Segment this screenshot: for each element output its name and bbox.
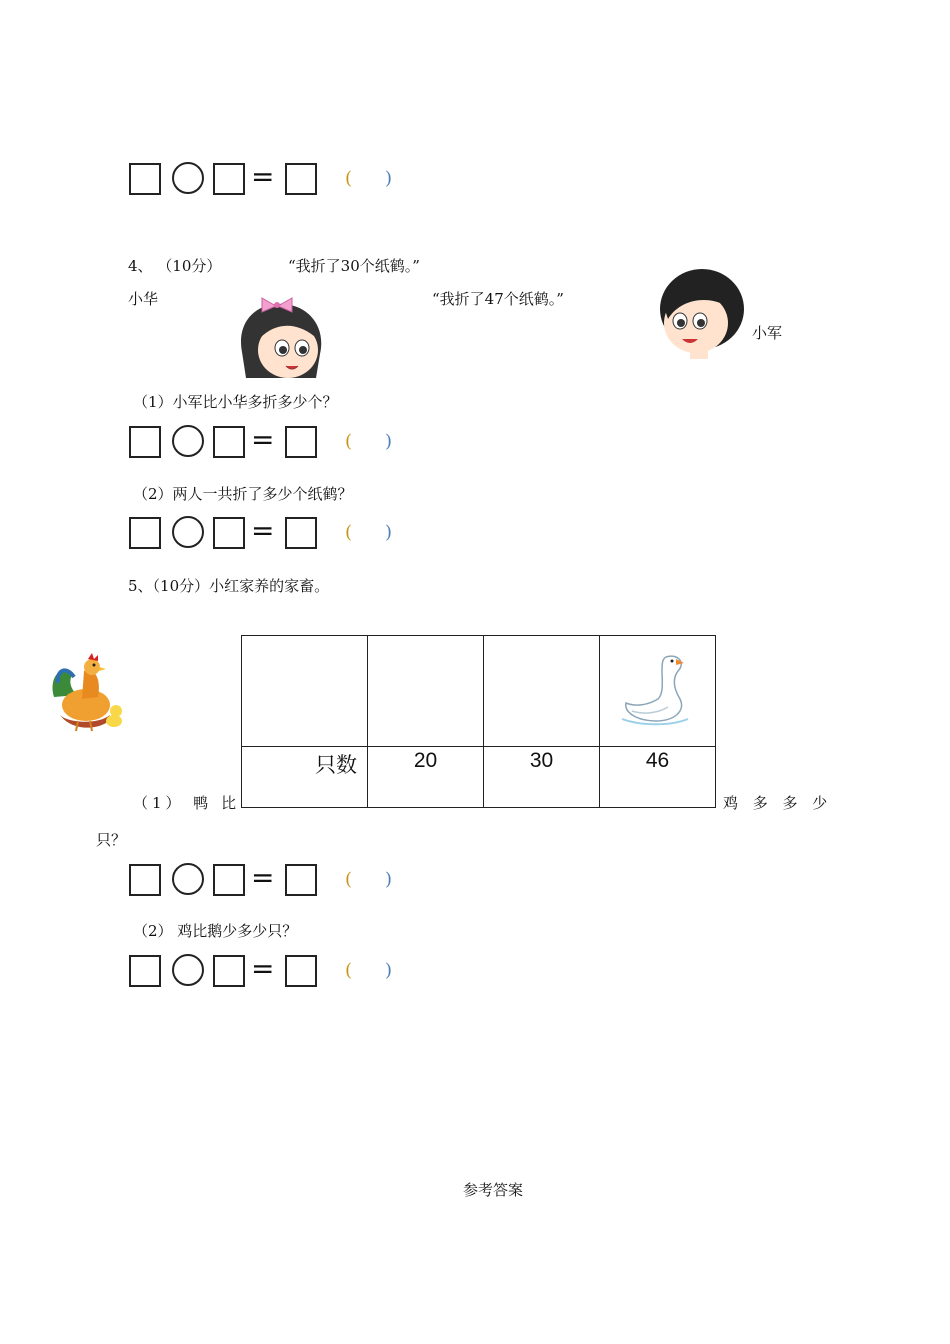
q5-header: 5、（10分）小红家养的家畜。 — [128, 577, 330, 595]
table-cell — [242, 636, 368, 747]
answer-box[interactable] — [213, 864, 245, 896]
operator-circle[interactable] — [172, 954, 204, 986]
paren-right: ) — [385, 168, 393, 189]
answer-box[interactable] — [129, 517, 161, 549]
q5-sub1-right: 鸡 多 多 少 — [723, 794, 833, 812]
table-cell: 20 — [368, 747, 484, 808]
operator-circle[interactable] — [172, 516, 204, 548]
operator-circle[interactable] — [172, 863, 204, 895]
operator-circle[interactable] — [172, 162, 204, 194]
result-box[interactable] — [285, 955, 317, 987]
q4-sub1: （1）小军比小华多折多少个？ — [133, 393, 338, 411]
boy-face-icon — [654, 267, 746, 359]
paren-right: ) — [385, 960, 393, 981]
answer-box[interactable] — [213, 955, 245, 987]
paren-right: ) — [385, 869, 393, 890]
table-cell: 46 — [600, 747, 716, 808]
animal-count-table — [241, 635, 716, 808]
paren-left: ( — [345, 869, 353, 890]
q4-name-right: 小军 — [752, 324, 783, 342]
answer-box[interactable] — [213, 163, 245, 195]
table-cell — [600, 636, 716, 747]
table-cell: 30 — [484, 747, 600, 808]
table-cell — [484, 636, 600, 747]
paren-left: ( — [345, 431, 353, 452]
answers-title: 参考答案 — [463, 1181, 524, 1199]
answer-box[interactable] — [129, 426, 161, 458]
q4-quote-left: “我折了30个纸鹤。” — [288, 257, 420, 275]
operator-circle[interactable] — [172, 425, 204, 457]
answer-box[interactable] — [129, 955, 161, 987]
equation-row — [129, 516, 429, 552]
q4-name-left: 小华 — [128, 290, 159, 308]
paren-left: ( — [345, 960, 353, 981]
equals-sign: = — [251, 160, 275, 193]
q5-sub1-left: （1） 鸭 比 — [133, 794, 241, 812]
equation-row — [129, 425, 429, 461]
equation-row — [129, 162, 429, 198]
answer-box[interactable] — [129, 163, 161, 195]
equals-sign: = — [251, 861, 275, 894]
answer-box[interactable] — [213, 426, 245, 458]
rooster-icon — [48, 653, 128, 733]
answer-box[interactable] — [213, 517, 245, 549]
result-box[interactable] — [285, 517, 317, 549]
answer-box[interactable] — [129, 864, 161, 896]
q4-quote-right: “我折了47个纸鹤。” — [432, 290, 564, 308]
result-box[interactable] — [285, 163, 317, 195]
table-cell — [368, 636, 484, 747]
q5-sub2: （2） 鸡比鹅少多少只？ — [133, 922, 298, 940]
equation-row — [129, 954, 429, 990]
equals-sign: = — [251, 952, 275, 985]
q4-header: 4、 （10分） — [128, 257, 222, 275]
equation-row — [129, 863, 429, 899]
q4-sub2: （2）两人一共折了多少个纸鹤？ — [133, 485, 353, 503]
girl-face-icon — [236, 292, 328, 380]
paren-left: ( — [345, 168, 353, 189]
equals-sign: = — [251, 514, 275, 547]
result-box[interactable] — [285, 426, 317, 458]
equals-sign: = — [251, 423, 275, 456]
paren-right: ) — [385, 431, 393, 452]
q5-sub1-wrap: 只？ — [96, 831, 127, 849]
paren-left: ( — [345, 522, 353, 543]
goose-icon — [618, 649, 698, 729]
result-box[interactable] — [285, 864, 317, 896]
paren-right: ) — [385, 522, 393, 543]
row-header: 只数 — [242, 747, 368, 808]
